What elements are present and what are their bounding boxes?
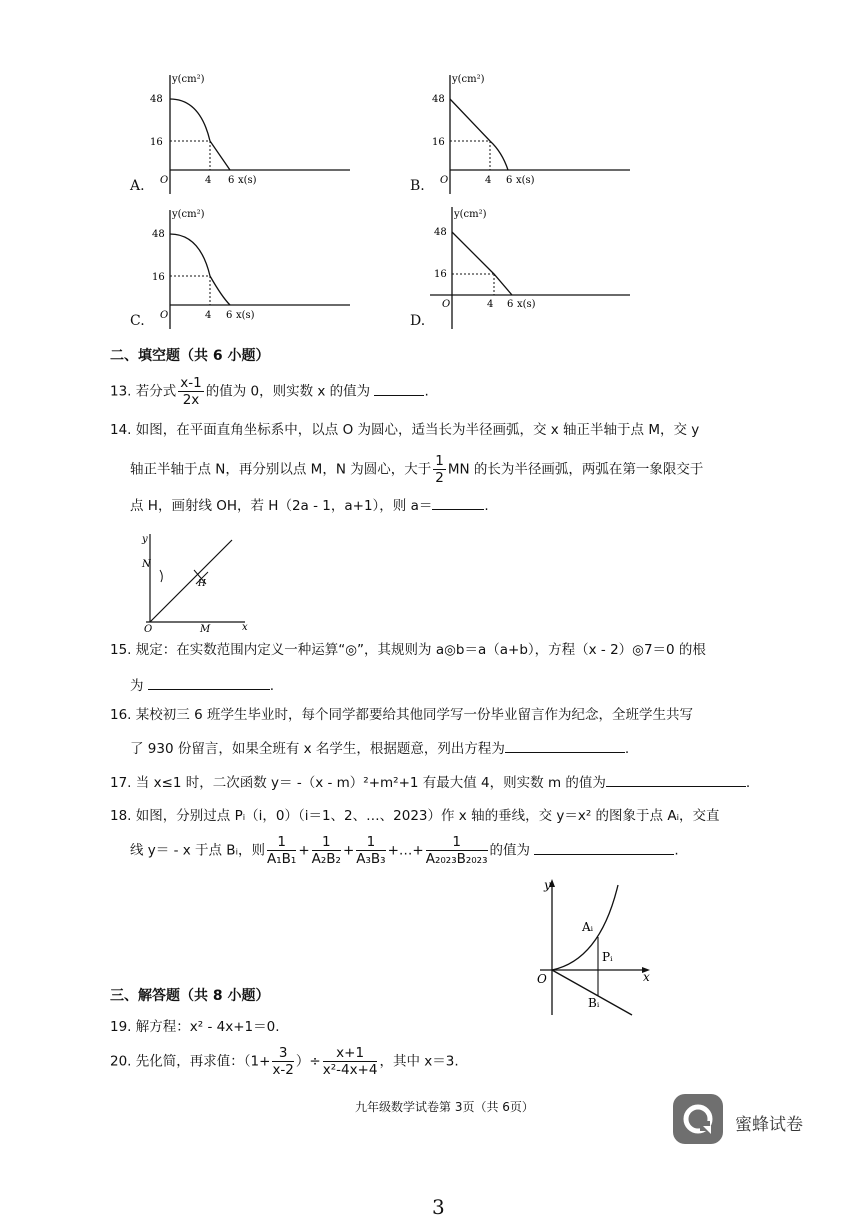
q14-fig-m: M [200,624,211,635]
q16-line2: 了 930 份留言，如果全班有 x 名学生，根据题意，列出方程为 [130,741,505,757]
q18-end: . [674,842,679,859]
q14-figure-svg [130,530,260,635]
q18-line1: 如图，分别过点 Pᵢ（i，0）（i＝1、2、…、2023）作 x 轴的垂线，交 y＝x² 的图象于点 Aᵢ，交直 [135,808,720,824]
question-14-line2 [130,453,703,486]
q14-fig-x: x [242,622,248,633]
graph-c-x-label: x(s) [236,310,255,321]
graph-a-tick-48: 48 [150,94,163,105]
q19-text: 解方程：x² - 4x+1＝0. [135,1019,280,1035]
graph-c-tick-6: 6 [226,310,233,321]
graph-c-origin: O [160,310,169,321]
page-footer: 九年级数学试卷第 3页（共 6页） [355,1100,534,1114]
q13-end: . [424,383,429,400]
q17-answer-blank[interactable] [606,772,746,787]
q18-frac-3 [356,834,385,867]
q18-fig-x: x [643,970,650,984]
q13-fraction [178,375,203,408]
graph-d-origin: O [442,299,451,310]
option-graph-a [130,70,370,199]
watermark-logo-svg [673,1094,723,1144]
q14-fig-n: N [142,559,151,570]
q18-fig-p: Pᵢ [602,950,613,964]
graph-c-tick-4: 4 [205,310,212,321]
q15-line1: 规定：在实数范围内定义一种运算“◎”，其规则为 a◎b＝a（a+b），方程（x - 2）◎7＝0 的根 [135,642,706,658]
q20-frac-1 [272,1045,293,1078]
graph-b-y-label: y(cm²) [452,74,485,85]
graph-b-tick-16: 16 [432,137,445,148]
q13-answer-blank[interactable] [374,381,424,396]
q14-fig-h: H [198,579,206,589]
graph-a-tick-6: 6 [228,175,235,186]
q20-frac-2-num: x+1 [323,1045,378,1062]
question-14-line3 [130,495,489,516]
graph-c-tick-48: 48 [152,229,165,240]
graph-c-svg [130,205,370,330]
q14-answer-blank[interactable] [432,495,484,510]
option-label-c: C. [130,313,145,329]
graph-b-origin: O [440,175,449,186]
q14-line3-end: . [484,498,489,514]
q20-frac-2-den: x²-4x+4 [322,1062,378,1078]
q17-number: 17. [110,775,132,791]
graph-b-x-label: x(s) [516,175,535,186]
graph-d-x-label: x(s) [517,299,536,310]
option-graph-c [130,205,370,334]
q14-frac-den: 2 [435,470,444,486]
q20-mid: ）÷ [295,1053,321,1070]
question-16-line1 [110,705,693,725]
graph-d-tick-4: 4 [487,299,494,310]
question-19 [110,1017,280,1037]
section3-title: 三、解答题（共 8 小题） [110,988,270,1004]
q16-answer-blank[interactable] [505,738,625,753]
q13-post: 的值为 0，则实数 x 的值为 [205,383,371,400]
question-15-line1 [110,640,706,660]
q18-fig-o: O [537,972,547,986]
watermark-text: 蜜蜂试卷 [735,1115,803,1135]
option-label-d: D. [410,313,426,329]
q15-end: . [269,678,275,694]
option-graph-d [410,205,650,334]
graph-b-svg [410,70,650,195]
watermark-logo-icon [673,1094,723,1144]
q16-end: . [624,741,630,757]
question-15-line2 [130,675,274,696]
q18-plus-1: + [298,842,310,859]
q18-frac-1-num: 1 [267,834,296,851]
q13-pre: 若分式 [135,383,177,400]
q16-line1: 某校初三 6 班学生毕业时，每个同学都要给其他同学写一份毕业留言作为纪念，全班学生共写 [135,707,693,723]
q14-fraction [433,453,446,486]
q18-frac-3-den: A₃B₃ [356,851,386,867]
question-16-line2 [130,738,629,759]
q13-frac-num: x-1 [180,375,202,391]
q18-frac-4-den: A₂₀₂₃B₂₀₂₃ [425,851,488,867]
graph-d-svg [410,205,650,330]
graph-a-y-label: y(cm²) [172,74,205,85]
q20-post: ，其中 x＝3. [379,1053,459,1070]
q18-fig-y: y [544,878,551,892]
q18-frac-2-num: 1 [312,834,341,851]
q14-line2-pre: 轴正半轴于点 N，再分别以点 M，N 为圆心，大于 [130,461,432,478]
q18-fig-b: Bᵢ [588,996,600,1010]
question-18-line2 [130,834,679,867]
graph-d-tick-48: 48 [434,227,447,238]
q20-pre: 先化简，再求值：（1+ [135,1053,271,1070]
q13-frac-den: 2x [182,392,200,408]
graph-c-y-label: y(cm²) [172,209,205,220]
section2-title: 二、填空题（共 6 小题） [110,348,270,364]
graph-b-tick-4: 4 [485,175,492,186]
question-17 [110,772,750,793]
q18-frac-1-den: A₁B₁ [266,851,297,867]
question-14-line1 [110,420,699,440]
option-label-b: B. [410,178,425,194]
q20-frac-1-den: x-2 [272,1062,294,1078]
q18-number: 18. [110,808,132,824]
q15-answer-blank[interactable] [148,675,270,690]
q18-line2-post: 的值为 [489,842,531,859]
q18-plus-2: + [342,842,355,859]
q20-frac-2 [323,1045,378,1078]
q17-end: . [745,775,751,791]
q18-frac-2 [312,834,341,867]
q19-number: 19. [110,1019,132,1035]
graph-d-tick-16: 16 [434,269,447,280]
q18-fig-a: Aᵢ [582,920,594,934]
q14-line2-post: MN 的长为半径画弧，两弧在第一象限交于 [447,461,704,478]
option-graph-b [410,70,650,199]
graph-b-tick-48: 48 [432,94,445,105]
q14-figure [130,530,260,639]
graph-a-tick-4: 4 [205,175,212,186]
q17-text: 当 x≤1 时，二次函数 y＝ -（x - m）²+m²+1 有最大值 4，则实数 m 的值为 [135,775,606,791]
graph-d-y-label: y(cm²) [454,209,487,220]
q14-frac-num: 1 [435,453,444,469]
q18-dots: +…+ [387,842,424,859]
q20-number: 20. [110,1053,132,1070]
graph-b-tick-6: 6 [506,175,513,186]
q18-answer-blank[interactable] [534,840,674,855]
q18-figure [530,875,665,1029]
q18-frac-4 [426,834,488,867]
question-18-line1 [110,806,719,826]
q18-line2-pre: 线 y＝ - x 于点 Bᵢ，则 [130,842,265,859]
q18-frac-4-num: 1 [426,834,488,851]
q20-frac-1-num: 3 [272,1045,293,1062]
graph-a-tick-16: 16 [150,137,163,148]
q14-number: 14. [110,422,132,438]
q14-fig-o: O [144,624,153,635]
graph-a-origin: O [160,175,169,186]
q14-line3-pre: 点 H，画射线 OH，若 H（2a - 1，a+1），则 a＝ [130,498,433,514]
q13-number: 13. [110,383,132,400]
q18-frac-2-den: A₂B₂ [311,851,341,867]
question-20 [110,1045,459,1078]
question-13 [110,375,429,408]
page-number: 3 [432,1195,445,1219]
graph-d-tick-6: 6 [507,299,514,310]
q15-line2: 为 [130,678,144,694]
graph-c-tick-16: 16 [152,272,165,283]
graph-a-svg [130,70,370,195]
q18-frac-3-num: 1 [356,834,385,851]
q18-frac-1 [267,834,296,867]
q18-figure-svg [530,875,665,1025]
q14-line1: 如图，在平面直角坐标系中，以点 O 为圆心，适当长为半径画弧，交 x 轴正半轴于点 M，交 y [135,422,700,438]
q15-number: 15. [110,642,132,658]
q16-number: 16. [110,707,132,723]
option-label-a: A. [130,178,145,194]
q14-fig-y: y [142,534,148,545]
graph-a-x-label: x(s) [238,175,257,186]
